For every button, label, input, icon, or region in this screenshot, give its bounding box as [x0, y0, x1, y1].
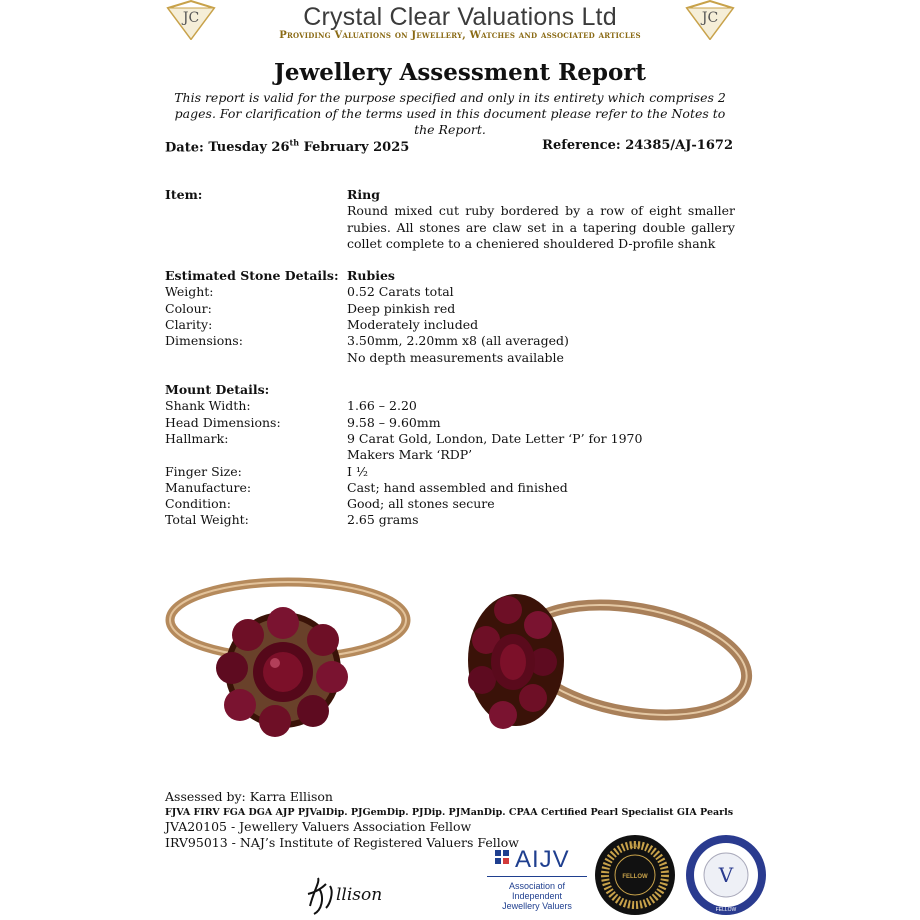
stone-detail-value: 3.50mm, 2.20mm x8 (all averaged): [347, 333, 569, 349]
naj-center-text: FELLOW: [622, 874, 648, 880]
mount-detail-label: Manufacture:: [165, 479, 252, 495]
stone-type: Rubies: [347, 268, 395, 283]
stone-detail-label: Colour:: [165, 300, 212, 316]
report-date: [165, 138, 409, 155]
mount-detail-value: 2.65 grams: [347, 512, 419, 528]
assessor-signature: [300, 872, 390, 916]
jva-bottom-text: FELLOW: [715, 907, 737, 913]
assessor-qualifications: FJVA FIRV FGA DGA AJP PJValDip. PJGemDip. PJDip. PJManDip. CPAA Certified Pearl Specialist GIA Pearls: [165, 807, 734, 818]
jva-membership: JVA20105 - Jewellery Valuers Association Fellow: [165, 819, 472, 834]
mount-detail-label: Total Weight:: [165, 512, 249, 528]
naj-top-text: NAJ: [629, 844, 641, 850]
logo-text: JC: [701, 10, 719, 26]
date-label: Date:: [165, 140, 204, 156]
mount-detail-value: I ½: [347, 463, 369, 479]
aijv-squares-icon: [495, 850, 509, 864]
ring-photo-front: [160, 565, 420, 750]
aijv-sub1: Association of: [508, 881, 566, 891]
stone-detail-label: Clarity:: [165, 316, 213, 332]
item-name: Ring: [347, 187, 380, 202]
company-name: Crystal Clear Valuations Ltd: [303, 3, 617, 31]
stone-detail-value: 0.52 Carats total: [347, 284, 454, 300]
naj-fellow-badge: [594, 834, 676, 916]
stone-detail-value: Moderately included: [347, 316, 479, 332]
aijv-sub2: Independent: [511, 891, 563, 901]
stone-detail-label: Dimensions:: [165, 333, 243, 349]
stone-detail-label: Weight:: [165, 284, 214, 300]
assessor-name: Assessed by: Karra Ellison: [165, 789, 333, 804]
stone-detail-value: Deep pinkish red: [347, 300, 456, 316]
svg-text:llison: llison: [336, 885, 383, 905]
mount-detail-label: Hallmark:: [165, 430, 229, 446]
mount-detail-value: Good; all stones secure: [347, 496, 495, 512]
aijv-badge: [487, 846, 587, 916]
stone-details-section: [165, 268, 735, 368]
reference-value: 24385/AJ-1672: [625, 138, 733, 153]
aijv-title: AIJV: [515, 846, 570, 873]
stone-detail-value: No depth measurements available: [347, 349, 564, 365]
company-tagline: Providing Valuations on Jewellery, Watches and associated articles: [279, 30, 641, 41]
mount-detail-value: Cast; hand assembled and finished: [347, 479, 568, 495]
date-value: Tuesday 26th February 2025: [208, 138, 410, 156]
item-description: Round mixed cut ruby bordered by a row of eight smaller rubies. All stones are claw set in a tapering double gallery collet complete to a cheniered shouldered D-profile shank: [347, 203, 735, 251]
stone-details-label: Estimated Stone Details:: [165, 268, 339, 283]
mount-detail-value: 9.58 – 9.60mm: [347, 414, 441, 430]
mount-detail-label: Head Dimensions:: [165, 414, 281, 430]
jva-letter: V: [718, 863, 734, 887]
item-section: [165, 187, 735, 257]
report-reference: [542, 138, 733, 153]
mount-detail-label: Finger Size:: [165, 463, 242, 479]
mount-detail-label: Condition:: [165, 496, 231, 512]
mount-detail-value: 9 Carat Gold, London, Date Letter ‘P’ for 1970: [347, 430, 643, 446]
mount-details-section: [165, 382, 735, 532]
item-label: Item:: [165, 187, 203, 202]
mount-detail-label: Shank Width:: [165, 398, 251, 414]
mount-detail-value: 1.66 – 2.20: [347, 398, 417, 414]
mount-detail-value: Makers Mark ‘RDP’: [347, 447, 473, 463]
report-title: Jewellery Assessment Report: [273, 59, 647, 86]
reference-label: Reference:: [542, 138, 621, 153]
report-validity-note: This report is valid for the purpose specified and only in its entirety which comprises 2 pages. For clarification of the terms used in this document please refer to the Notes to the Report.: [174, 90, 726, 137]
ruby-cluster: [468, 594, 564, 729]
mount-details-label: Mount Details:: [165, 382, 270, 397]
ruby-cluster: [216, 607, 348, 737]
jva-fellow-badge: [685, 834, 767, 916]
aijv-sub3: Jewellery Valuers: [502, 901, 572, 911]
ring-photo-side: [458, 580, 758, 750]
logo-text: JC: [182, 10, 200, 26]
irv-membership: IRV95013 - NAJ’s Institute of Registered Valuers Fellow: [165, 835, 519, 850]
